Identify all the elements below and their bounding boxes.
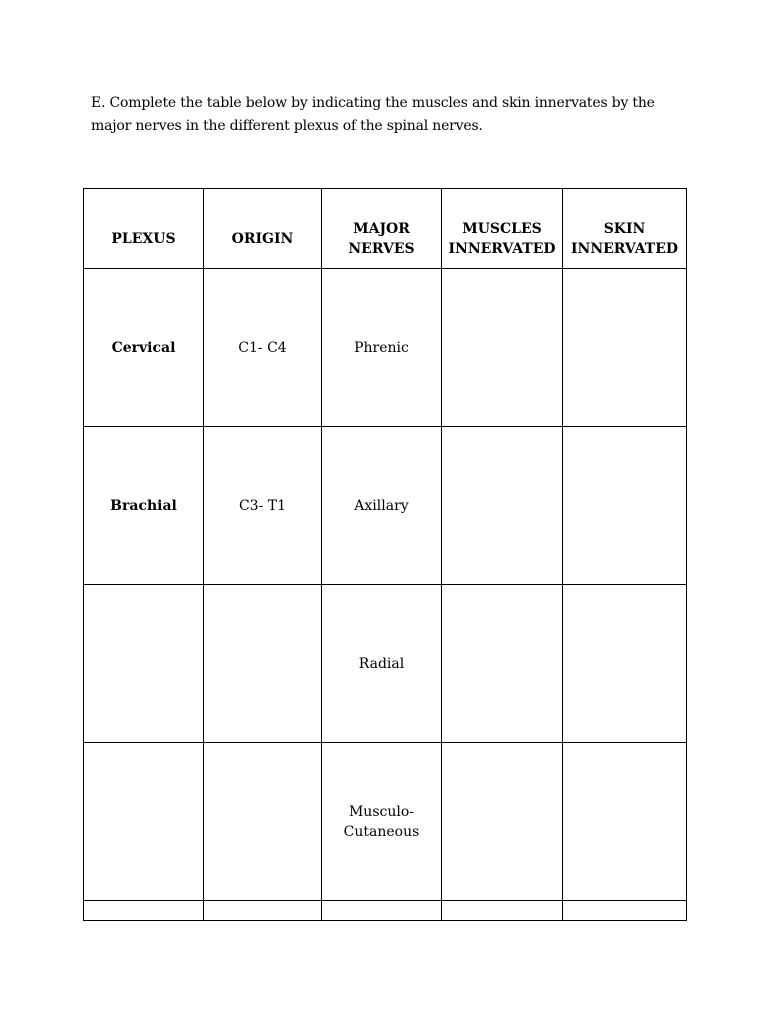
table-row-empty xyxy=(84,901,687,921)
empty-cell[interactable] xyxy=(204,901,322,921)
plexus-cell: Brachial xyxy=(84,427,204,585)
nerve-cell xyxy=(322,743,442,901)
nerve-label: Radial xyxy=(358,655,405,672)
plexus-cell[interactable] xyxy=(84,585,204,743)
origin-cell[interactable] xyxy=(204,585,322,743)
empty-cell[interactable] xyxy=(84,901,204,921)
skin-cell[interactable] xyxy=(563,269,687,427)
nerve-label: Axillary xyxy=(354,497,409,514)
nerve-cell xyxy=(322,427,442,585)
innervation-table xyxy=(83,188,687,921)
table-row xyxy=(84,585,687,743)
muscles-cell[interactable] xyxy=(442,427,563,585)
nerve-label: Phrenic xyxy=(354,339,409,356)
header-label: PLEXUS xyxy=(111,230,176,247)
skin-cell[interactable] xyxy=(563,585,687,743)
header-origin xyxy=(204,189,322,269)
skin-cell[interactable] xyxy=(563,427,687,585)
instructions-text: E. Complete the table below by indicating the muscles and skin innervates by the major nerves in the different plexus of the spinal nerves. xyxy=(91,95,655,134)
skin-cell[interactable] xyxy=(563,743,687,901)
header-muscles-innervated xyxy=(442,189,563,269)
nerve-cell xyxy=(322,269,442,427)
header-major-nerves xyxy=(322,189,442,269)
table-row xyxy=(84,427,687,585)
header-label: ORIGIN xyxy=(231,230,294,247)
header-label: SKIN INNERVATED xyxy=(570,220,679,257)
empty-cell[interactable] xyxy=(322,901,442,921)
table-row xyxy=(84,743,687,901)
muscles-cell[interactable] xyxy=(442,269,563,427)
nerve-cell xyxy=(322,585,442,743)
plexus-cell: Cervical xyxy=(84,269,204,427)
origin-cell: C3- T1 xyxy=(204,427,322,585)
header-label: MAJOR NERVES xyxy=(348,220,415,257)
table-row xyxy=(84,269,687,427)
origin-cell: C1- C4 xyxy=(204,269,322,427)
muscles-cell[interactable] xyxy=(442,743,563,901)
empty-cell[interactable] xyxy=(442,901,563,921)
header-plexus xyxy=(84,189,204,269)
header-row xyxy=(84,189,687,269)
muscles-cell[interactable] xyxy=(442,585,563,743)
nerve-label: Musculo- Cutaneous xyxy=(343,803,420,840)
plexus-cell[interactable] xyxy=(84,743,204,901)
empty-cell[interactable] xyxy=(563,901,687,921)
header-skin-innervated xyxy=(563,189,687,269)
origin-cell[interactable] xyxy=(204,743,322,901)
header-label: MUSCLES INNERVATED xyxy=(448,220,556,257)
